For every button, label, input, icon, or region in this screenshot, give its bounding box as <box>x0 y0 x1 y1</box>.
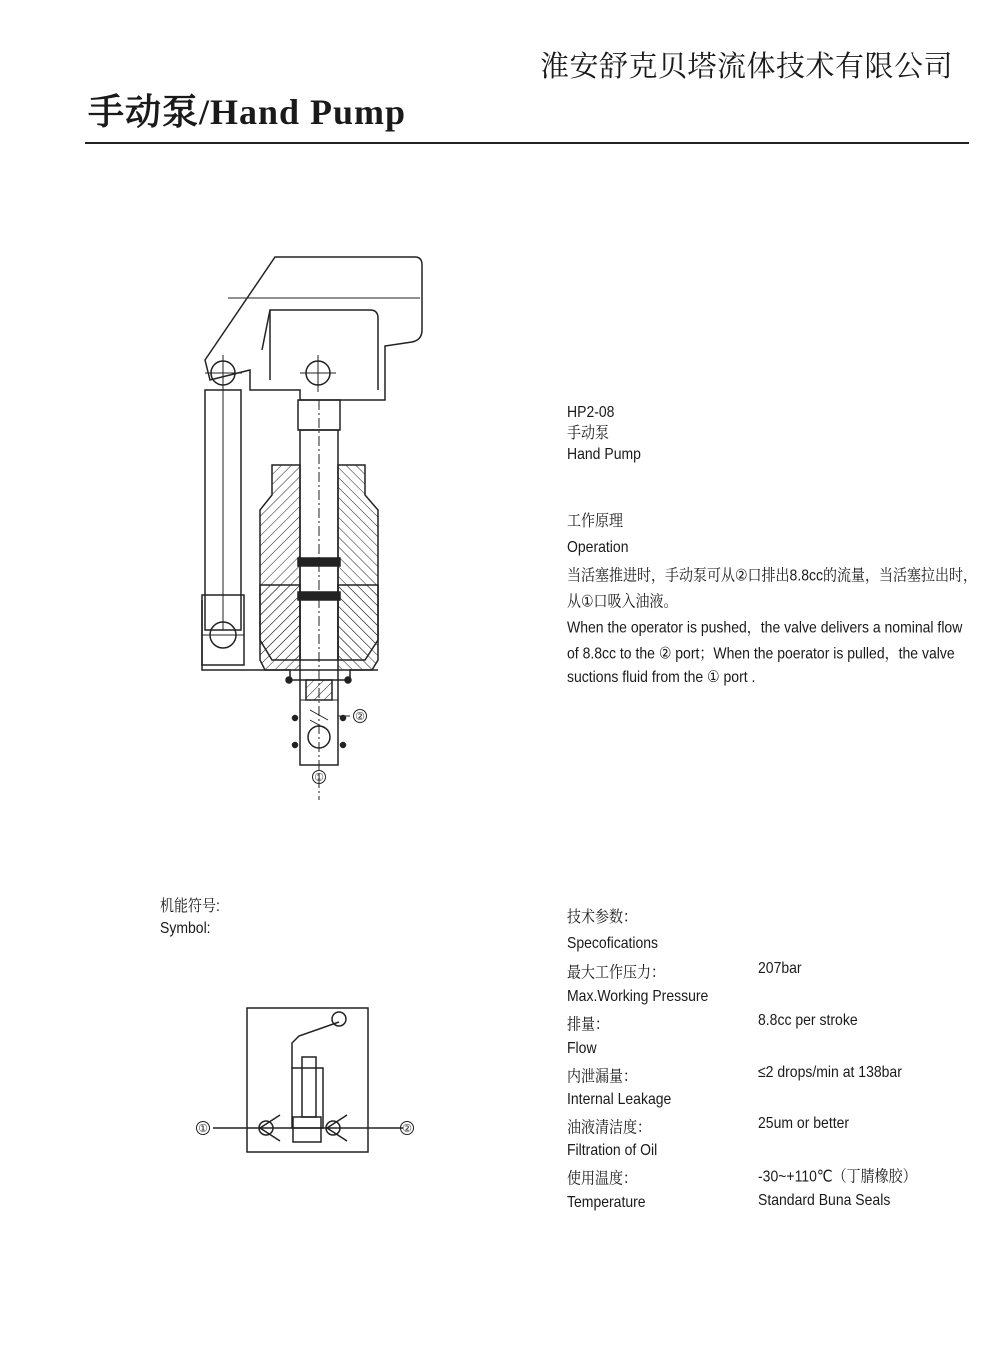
spec-flow-label-en: Flow <box>567 1038 597 1057</box>
header-divider <box>85 142 969 144</box>
specs-heading-cn: 技术参数： <box>567 906 637 926</box>
spec-flow-value: 8.8cc per stroke <box>758 1010 858 1029</box>
hydraulic-symbol <box>185 995 425 1165</box>
hand-pump-section-drawing <box>150 240 450 800</box>
symbol-port2-label: ② <box>402 1123 412 1135</box>
spec-filtration-label-cn: 油液清洁度： <box>567 1117 651 1136</box>
product-name-cn: 手动泵 <box>567 422 609 442</box>
spec-pressure-label-cn: 最大工作压力： <box>567 962 665 981</box>
drawing-port2-label: ② <box>355 711 365 723</box>
operation-text-cn-2: 从①口吸入油液。 <box>567 591 678 610</box>
spec-leakage-label-cn: 内泄漏量： <box>567 1066 637 1085</box>
product-model: HP2-08 <box>567 401 615 421</box>
spec-filtration-value: 25um or better <box>758 1113 850 1132</box>
operation-text-en-1: When the operator is pushed，the valve delivers a nominal flow <box>567 617 963 636</box>
drawing-port1-label: ① <box>314 772 324 784</box>
spec-temperature-seals: Standard Buna Seals <box>758 1190 891 1209</box>
spec-temperature-value: -30~+110℃（丁腈橡胶） <box>758 1166 917 1185</box>
operation-heading-en: Operation <box>567 536 629 556</box>
specs-heading-en: Specofications <box>567 932 659 952</box>
symbol-port1-label: ① <box>198 1123 208 1135</box>
company-name: 淮安舒克贝塔流体技术有限公司 <box>540 51 954 83</box>
spec-pressure-label-en: Max.Working Pressure <box>567 986 709 1005</box>
symbol-label-cn: 机能符号: <box>160 895 220 915</box>
spec-temperature-label-en: Temperature <box>567 1192 646 1211</box>
spec-leakage-label-en: Internal Leakage <box>567 1089 672 1108</box>
spec-filtration-label-en: Filtration of Oil <box>567 1140 658 1159</box>
page-title: 手动泵/Hand Pump <box>88 92 407 132</box>
operation-heading-cn: 工作原理 <box>567 510 623 530</box>
operation-text-en-3: suctions fluid from the ① port . <box>567 667 756 686</box>
spec-pressure-value: 207bar <box>758 958 802 977</box>
symbol-label-en: Symbol: <box>160 917 211 937</box>
spec-temperature-label-cn: 使用温度： <box>567 1168 637 1187</box>
product-name-en: Hand Pump <box>567 443 641 463</box>
operation-text-en-2: of 8.8cc to the ② port；When the poerator is pulled，the valve <box>567 643 955 662</box>
operation-text-cn-1: 当活塞推进时，手动泵可从②口排出8.8cc的流量，当活塞拉出时， <box>567 565 978 584</box>
spec-flow-label-cn: 排量： <box>567 1014 609 1033</box>
spec-leakage-value: ≤2 drops/min at 138bar <box>758 1062 902 1081</box>
